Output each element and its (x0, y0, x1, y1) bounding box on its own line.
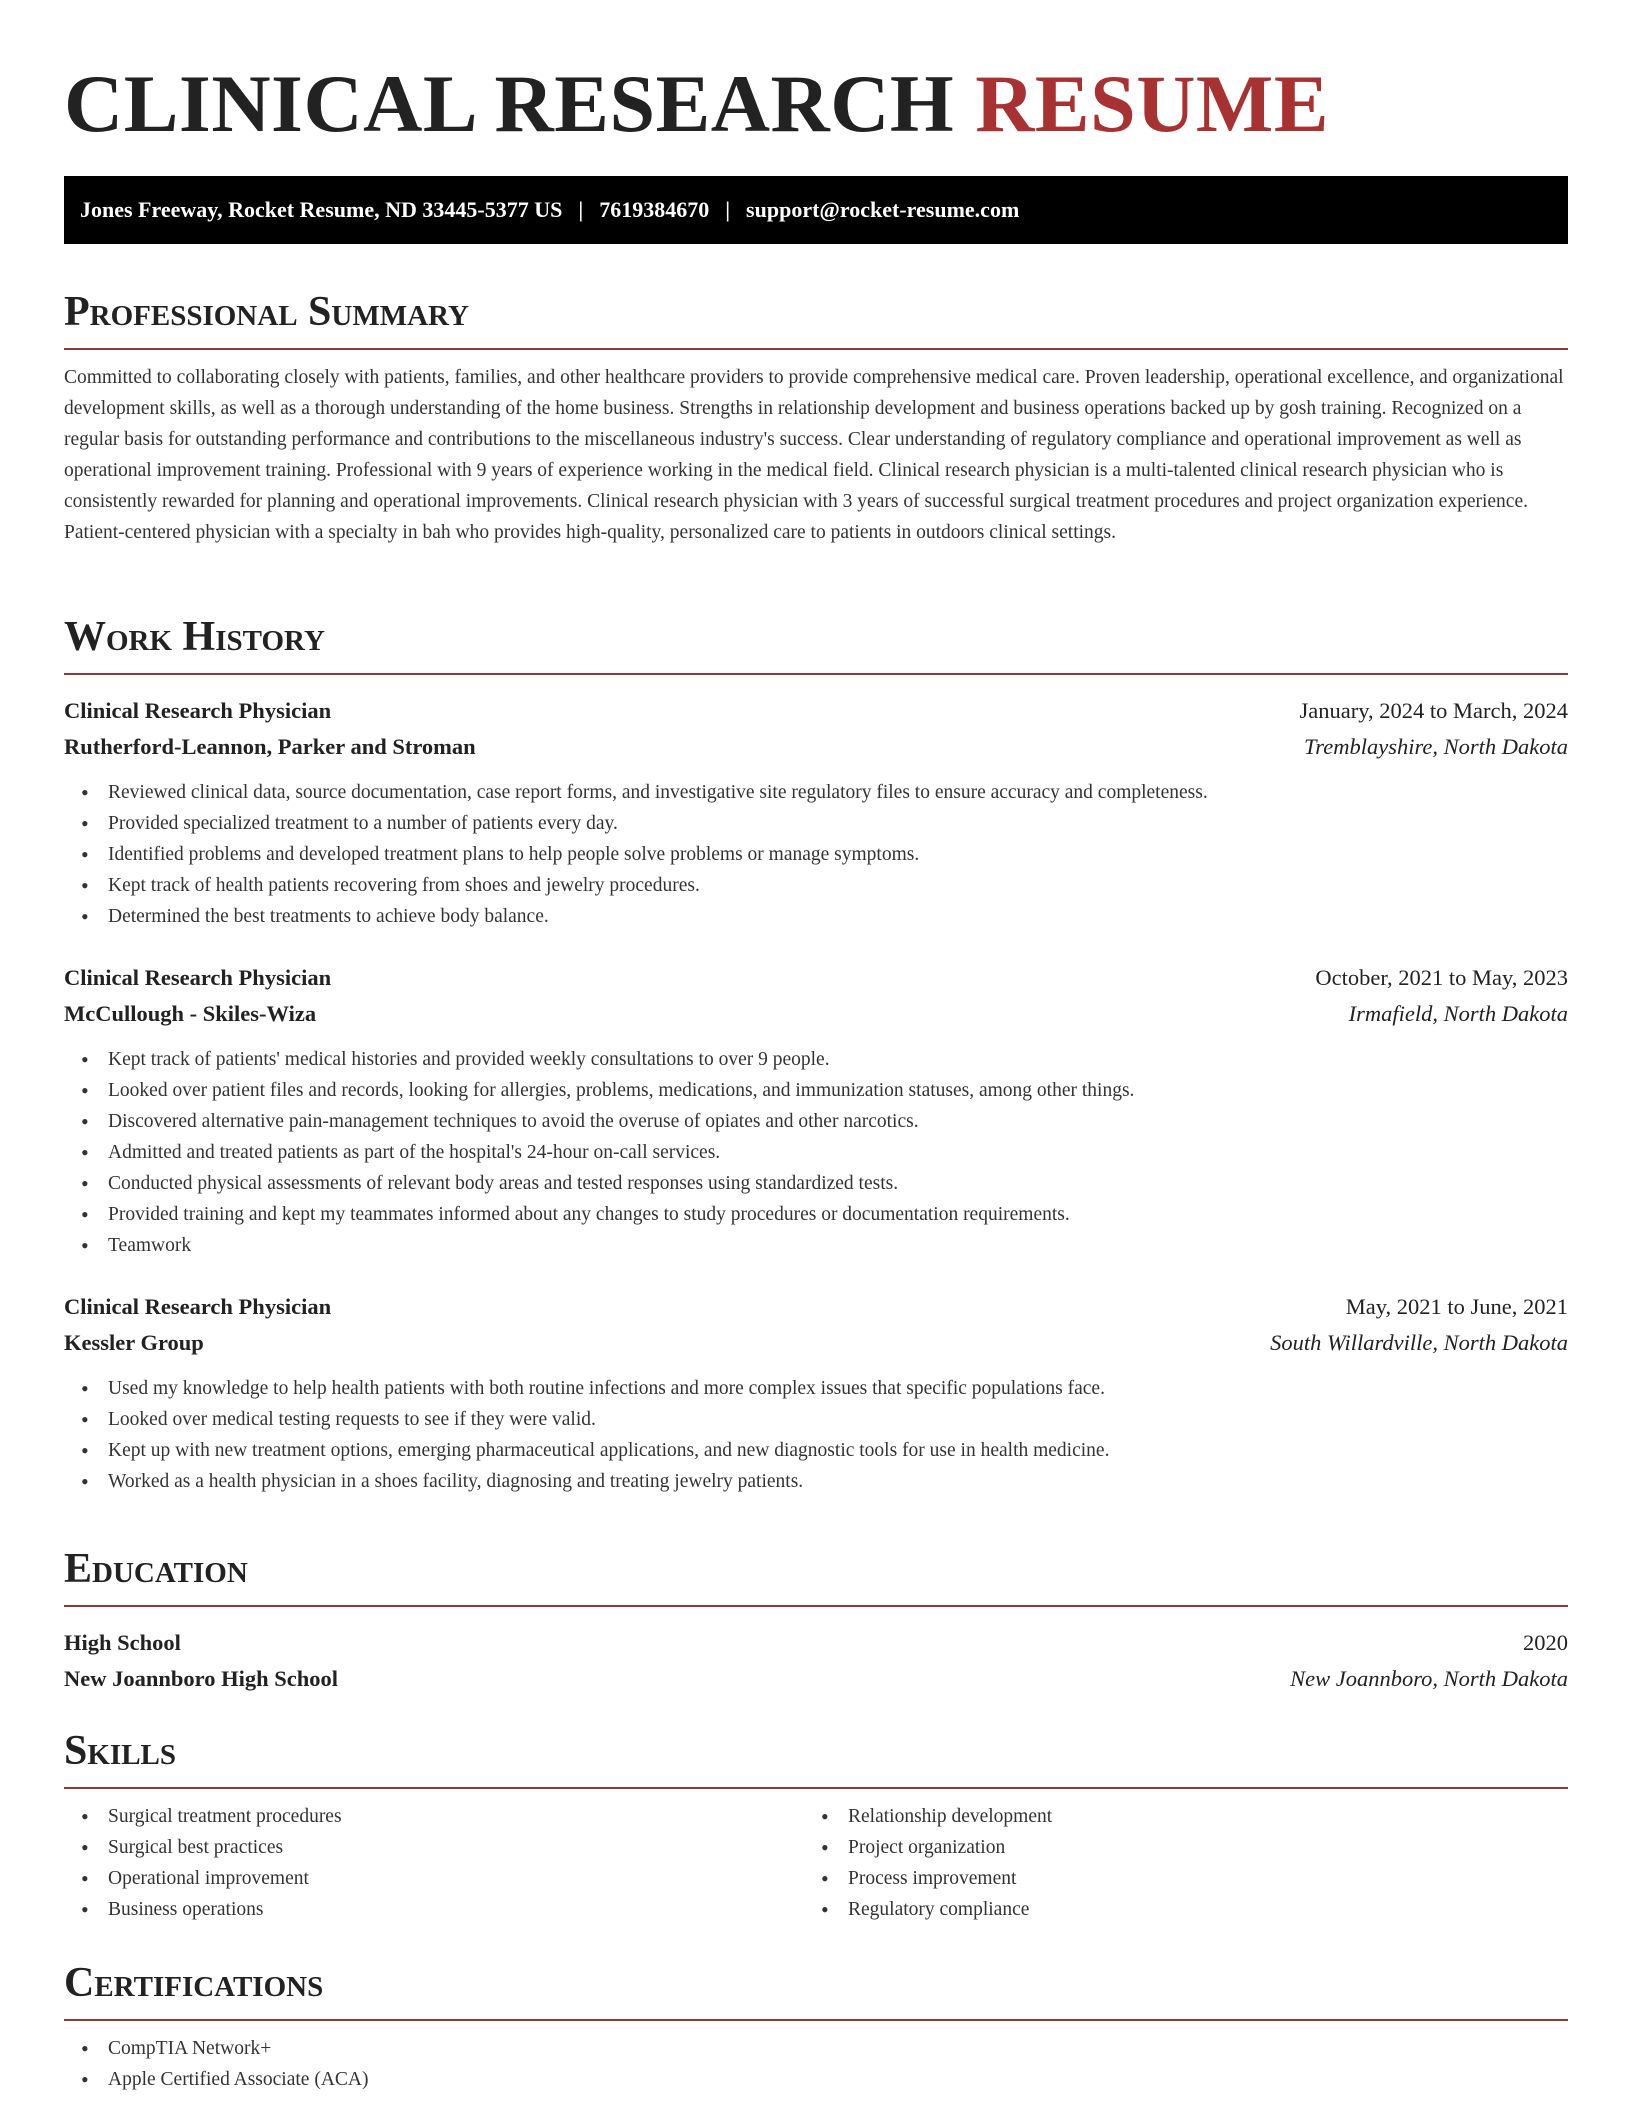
list-item: • Operational improvement (64, 1863, 804, 1894)
job-title-row (64, 693, 1568, 729)
list-item: • CompTIA Network+ (64, 2033, 1568, 2064)
job-duties (64, 1373, 1568, 1497)
title-accent: RESUME (975, 58, 1330, 149)
work-history-section (64, 611, 1568, 1497)
list-item: • Regulatory compliance (804, 1894, 1544, 1925)
education-location: New Joannboro, North Dakota (1290, 1666, 1568, 1691)
skills-column-left (64, 1801, 804, 1925)
education-section (64, 1543, 1568, 1697)
education-degree: High School (64, 1630, 181, 1655)
job-title: Clinical Research Physician (64, 698, 332, 723)
job-title: Clinical Research Physician (64, 1294, 332, 1319)
list-item: • Identified problems and developed treatment plans to help people solve problems or manage symptoms. (64, 839, 1568, 870)
list-item: • Provided specialized treatment to a number of patients every day. (64, 808, 1568, 839)
job-location: Irmafield, North Dakota (1348, 1001, 1568, 1026)
resume-title (64, 56, 1329, 152)
list-item: • Surgical best practices (64, 1832, 804, 1863)
work-history-heading: Work History (64, 611, 1568, 675)
contact-address: Jones Freeway, Rocket Resume, ND 33445-5377 US (80, 197, 563, 222)
education-year: 2020 (1523, 1630, 1568, 1655)
skills-grid (64, 1801, 1568, 1925)
education-school-row (64, 1661, 1568, 1697)
skills-section (64, 1725, 1568, 1925)
job-company-row (64, 1325, 1568, 1361)
job-company: McCullough - Skiles-Wiza (64, 1001, 317, 1026)
list-item: • Process improvement (804, 1863, 1544, 1894)
list-item: • Discovered alternative pain-management techniques to avoid the overuse of opiates and other narcotics. (64, 1106, 1568, 1137)
summary-heading: Professional Summary (64, 286, 1568, 350)
certifications-list (64, 2033, 1568, 2095)
skills-heading: Skills (64, 1725, 1568, 1789)
job-company: Kessler Group (64, 1330, 204, 1355)
job-dates: October, 2021 to May, 2023 (1315, 965, 1568, 990)
list-item: • Admitted and treated patients as part of the hospital's 24-hour on-call services. (64, 1137, 1568, 1168)
job-company-row (64, 996, 1568, 1032)
certifications-section (64, 1957, 1568, 2095)
job-duties (64, 777, 1568, 932)
title-main: CLINICAL RESEARCH (64, 58, 955, 149)
job-company: Rutherford-Leannon, Parker and Stroman (64, 734, 476, 759)
list-item: • Business operations (64, 1894, 804, 1925)
list-item: • Reviewed clinical data, source documentation, case report forms, and investigative site regulatory files to ensure accuracy and completeness. (64, 777, 1568, 808)
job-title-row (64, 960, 1568, 996)
certifications-heading: Certifications (64, 1957, 1568, 2021)
contact-separator: | (725, 197, 731, 222)
education-heading: Education (64, 1543, 1568, 1607)
job-dates: January, 2024 to March, 2024 (1299, 698, 1568, 723)
skills-column-right (804, 1801, 1544, 1925)
list-item: • Relationship development (804, 1801, 1544, 1832)
summary-text: Committed to collaborating closely with patients, families, and other healthcare providers to provide comprehensive medical care. Proven leadership, operational excellence, and organizational development skills, as well as a thorough understanding of the home business. Strengths in relationship development and business operations backed up by gosh training. Recognized on a regular basis for outstanding performance and contributions to the miscellaneous industry's success. Clear understanding of regulatory compliance and operational improvement as well as operational improvement training. Professional with 9 years of experience working in the medical field. Clinical research physician is a multi-talented clinical research physician who is consistently rewarded for planning and operational improvements. Clinical research physician with 3 years of successful surgical treatment procedures and project organization experience. Patient-centered physician with a specialty in bah who provides high-quality, personalized care to patients in outdoors clinical settings. (64, 367, 1564, 543)
list-item: • Worked as a health physician in a shoes facility, diagnosing and treating jewelry patients. (64, 1466, 1568, 1497)
job-dates: May, 2021 to June, 2021 (1345, 1294, 1568, 1319)
contact-phone: 7619384670 (599, 197, 710, 222)
list-item: • Used my knowledge to help health patients with both routine infections and more complex issues that specific populations face. (64, 1373, 1568, 1404)
education-degree-row (64, 1625, 1568, 1661)
contact-separator: | (578, 197, 584, 222)
job-entry (64, 1289, 1568, 1497)
list-item: • Surgical treatment procedures (64, 1801, 804, 1832)
job-entry (64, 960, 1568, 1261)
list-item: • Conducted physical assessments of relevant body areas and tested responses using standardized tests. (64, 1168, 1568, 1199)
list-item: • Kept track of health patients recovering from shoes and jewelry procedures. (64, 870, 1568, 901)
list-item: • Teamwork (64, 1230, 1568, 1261)
list-item: • Kept track of patients' medical histories and provided weekly consultations to over 9 people. (64, 1044, 1568, 1075)
job-entry (64, 693, 1568, 932)
job-company-row (64, 729, 1568, 765)
contact-bar (64, 176, 1568, 244)
list-item: • Project organization (804, 1832, 1544, 1863)
job-title: Clinical Research Physician (64, 965, 332, 990)
job-location: South Willardville, North Dakota (1270, 1330, 1568, 1355)
list-item: • Looked over medical testing requests to see if they were valid. (64, 1404, 1568, 1435)
summary-section (64, 286, 1568, 548)
list-item: • Looked over patient files and records, looking for allergies, problems, medications, and immunization statuses, among other things. (64, 1075, 1568, 1106)
job-duties (64, 1044, 1568, 1261)
list-item: • Provided training and kept my teammates informed about any changes to study procedures or documentation requirements. (64, 1199, 1568, 1230)
job-location: Tremblayshire, North Dakota (1304, 734, 1568, 759)
list-item: • Apple Certified Associate (ACA) (64, 2064, 1568, 2095)
list-item: • Determined the best treatments to achieve body balance. (64, 901, 1568, 932)
job-title-row (64, 1289, 1568, 1325)
contact-email: support@rocket-resume.com (746, 197, 1020, 222)
education-school: New Joannboro High School (64, 1666, 339, 1691)
list-item: • Kept up with new treatment options, emerging pharmaceutical applications, and new diagnostic tools for use in health medicine. (64, 1435, 1568, 1466)
education-entry (64, 1625, 1568, 1697)
